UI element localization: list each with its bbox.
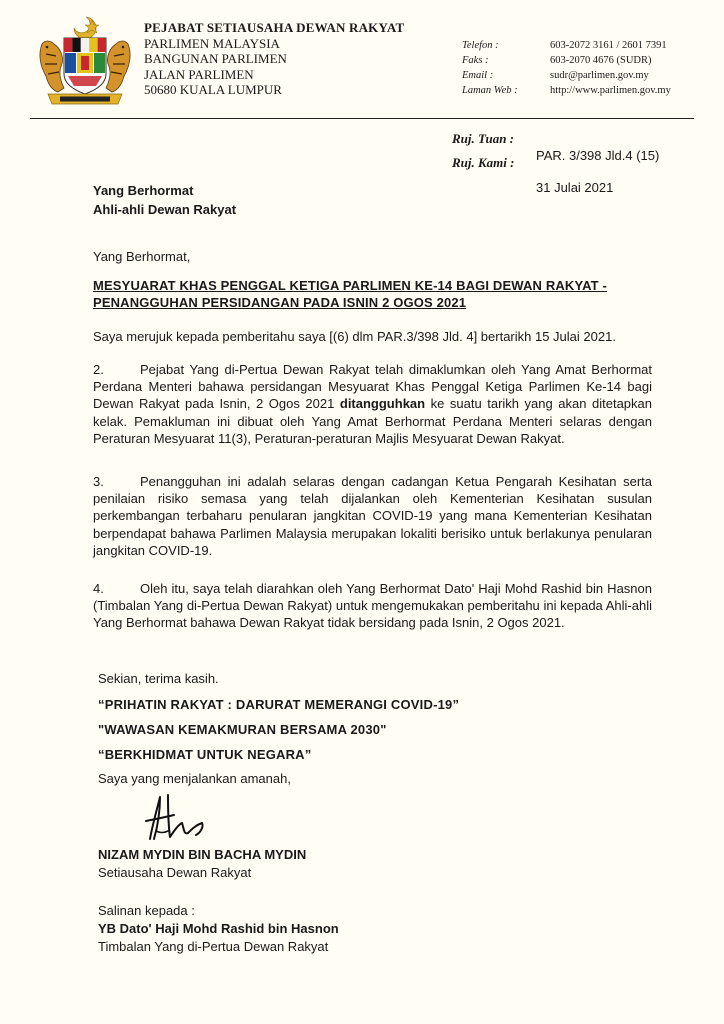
copy-to-title: Timbalan Yang di-Pertua Dewan Rakyat (98, 939, 329, 954)
closing-text: Sekian, terima kasih. (98, 671, 219, 686)
paragraph-text: Penangguhan ini adalah selaras dengan cadangan Ketua Pengarah Kesihatan serta penilaian risiko semasa yang telah dijalankan oleh Kementerian Kesihatan susulan perkembangan terbaharu penularan jangkitan COVID-19 yang mana Kementerian Kesihatan berpendapat bahawa Parlimen Malaysia merupakan lokaliti berisiko untuk berlakunya penularan jangkitan COVID-19. (93, 474, 652, 558)
letterhead-address (144, 20, 404, 98)
contact-label: Faks : (462, 55, 489, 66)
ruj-kami-value: PAR. 3/398 Jld.4 (15) (536, 148, 660, 163)
paragraph-number: 2. (93, 362, 104, 377)
recipient-line: Yang Berhormat (93, 183, 194, 198)
letter-date: 31 Julai 2021 (536, 180, 614, 195)
signatory-name: NIZAM MYDIN BIN BACHA MYDIN (98, 847, 307, 862)
org-name: PEJABAT SETIAUSAHA DEWAN RAKYAT (144, 20, 405, 35)
sign-off: Saya yang menjalankan amanah, (98, 771, 291, 786)
contact-labels (462, 38, 518, 98)
subject-line: MESYUARAT KHAS PENGGAL KETIGA PARLIMEN KE-14 BAGI DEWAN RAKYAT - (93, 278, 607, 293)
address-line: JALAN PARLIMEN (144, 66, 254, 82)
contact-label: Email : (462, 70, 494, 81)
recipient-line: Ahli-ahli Dewan Rakyat (93, 202, 237, 217)
header-divider (30, 118, 694, 119)
coat-of-arms-icon (34, 14, 136, 106)
paragraph-3 (93, 473, 652, 559)
paragraph-text: Oleh itu, saya telah diarahkan oleh Yang Berhormat Dato' Haji Mohd Rashid bin Hasnon (Timbalan Yang di-Pertua Dewan Rakyat) untuk mengemukakan pemberitahu ini kepada Ahli-ahli Yang Berhormat bahawa Dewan Rakyat tidak bersidang pada Isnin, 2 Ogos 2021. (93, 581, 652, 631)
paragraph-number: 3. (93, 474, 104, 489)
paragraph-text: ke suatu tarikh yang akan ditetapkan kelak. Pemakluman ini dibuat oleh Yang Amat Berhormat Perdana Menteri selaras dengan Peraturan Mesyuarat 11(3), Peraturan-peraturan Majlis Mesyuarat Dewan Rakyat. (93, 396, 652, 446)
contact-label: Telefon : (462, 40, 499, 51)
address-line: PARLIMEN MALAYSIA (144, 35, 280, 51)
slogan: “BERKHIDMAT UNTUK NEGARA” (98, 747, 312, 762)
paragraph-1: Saya merujuk kepada pemberitahu saya [(6) dlm PAR.3/398 Jld. 4] bertarikh 15 Julai 2021. (93, 329, 616, 344)
address-line: BANGUNAN PARLIMEN (144, 51, 287, 66)
slogan: “PRIHATIN RAKYAT : DARURAT MEMERANGI COVID-19” (98, 697, 460, 712)
website-value: http://www.parlimen.gov.my (550, 85, 671, 96)
paragraph-4 (93, 580, 652, 632)
signatory-title: Setiausaha Dewan Rakyat (98, 865, 252, 880)
ruj-tuan-label: Ruj. Tuan : (452, 131, 515, 146)
contact-values (550, 38, 671, 98)
slogan: "WAWASAN KEMAKMURAN BERSAMA 2030" (98, 722, 387, 737)
paragraph-2 (93, 361, 652, 447)
signature-mark (138, 787, 212, 847)
address-line: 50680 KUALA LUMPUR (144, 82, 282, 97)
phone-value: 603-2072 3161 / 2601 7391 (550, 40, 667, 51)
subject-line: PENANGGUHAN PERSIDANGAN PADA ISNIN 2 OGOS 2021 (93, 295, 467, 310)
copy-to-name: YB Dato' Haji Mohd Rashid bin Hasnon (98, 921, 339, 936)
emphasis-text: ditangguhkan (339, 396, 426, 412)
fax-value: 603-2070 4676 (SUDR) (550, 55, 652, 66)
email-value: sudr@parlimen.gov.my (550, 70, 649, 81)
contact-label: Laman Web : (462, 85, 518, 96)
paragraph-number: 4. (93, 581, 104, 596)
paragraph-text: Pejabat Yang di-Pertua Dewan Rakyat telah dimaklumkan oleh Yang Amat Berhormat Perdana Menteri bahawa persidangan Mesyuarat Khas Penggal Ketiga Parlimen Ke-14 bagi Dewan Rakyat pada Isnin, 2 Ogos 2021 (93, 362, 652, 412)
subject-heading (93, 277, 663, 311)
salutation: Yang Berhormat, (93, 249, 191, 264)
ruj-kami-label: Ruj. Kami : (452, 155, 515, 170)
copy-to-label: Salinan kepada : (98, 903, 195, 918)
